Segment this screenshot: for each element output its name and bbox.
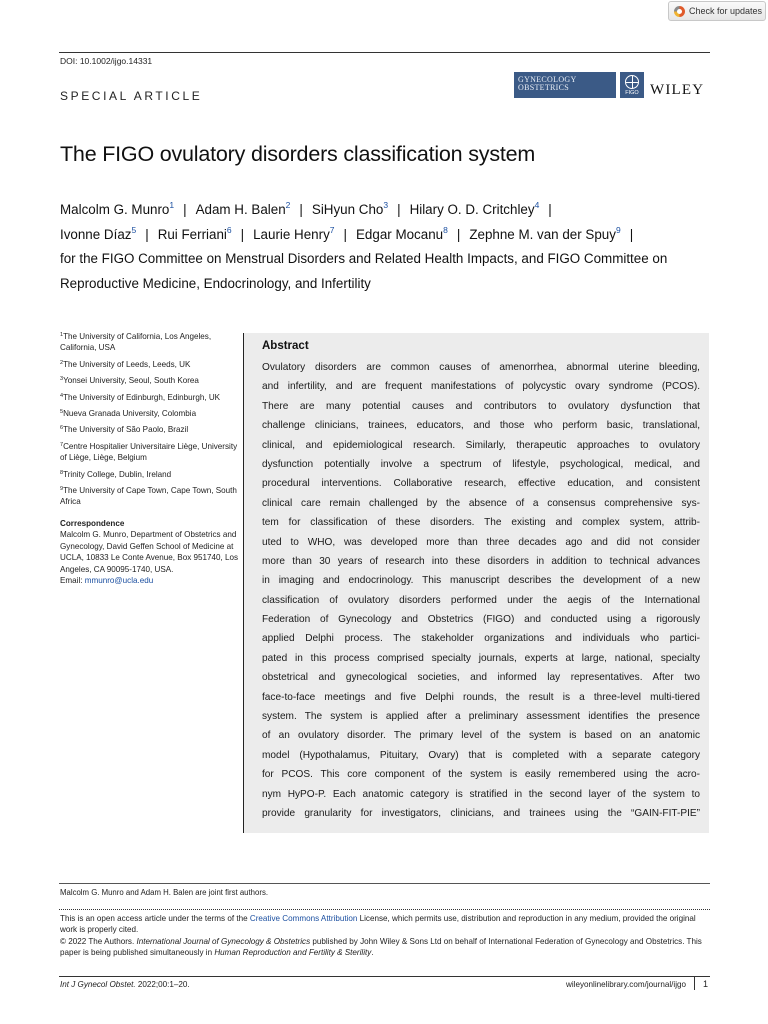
page-number: 1 (703, 979, 709, 989)
author[interactable]: Adam H. Balen$^2$ (195, 200, 291, 217)
abstract-line: face-to-face meetings and five Delphi rounds, the result is a three-level multi-tiered (262, 691, 700, 703)
check-for-updates-label: Check for updates (689, 6, 763, 16)
license-divider (59, 909, 710, 910)
correspondence-heading: Correspondence (60, 518, 125, 528)
journal-website-link[interactable]: wileyonlinelibrary.com/journal/ijgo (566, 980, 686, 989)
affiliation: $^6$The University of São Paolo, Brazil (60, 425, 189, 435)
doi-text[interactable]: DOI: 10.1002/ijgo.14331 (60, 56, 153, 66)
abstract-line: There are many potential causes and contributors to ovulatory dysfunction that (262, 400, 700, 412)
abstract-line: for PCOS. This core component of the system is easily remembered using the acro- (262, 769, 700, 781)
abstract-line: dysfunction potentially involve a spectrum of lifestyle, psychological, medical, and (262, 458, 700, 470)
figo-logo (620, 72, 644, 98)
figo-logo-text: FIGO (625, 89, 639, 96)
author[interactable]: Laurie Henry$^7$ (253, 224, 335, 242)
abstract-line: tem for classification of these disorders. The existing and complex system, attrib- (262, 517, 700, 529)
author[interactable]: SiHyun Cho$^3$ (311, 200, 389, 217)
abstract-line: provide granularity for investigators, clinicians, and trainees using the “GAIN-FIT-PIE” (262, 807, 700, 819)
abstract-line: model (Hypothalamus, Pituitary, Ovary) that is completed with a separate category (262, 749, 700, 761)
abstract-line: classification of ovulatory disorders performed under the aegis of the International (262, 594, 700, 606)
author[interactable]: Zephne M. van der Spuy$^9$ (469, 224, 621, 242)
license-text: This is an open access article under the terms of the Creative Commons Attribution License, which permits use, distribution and reproduction in any medium, provided the original work is properly cited. (60, 914, 696, 935)
correspondence-address: Malcolm G. Munro, Department of Obstetrics and Gynecology, David Geffen School of Medicine at UCLA, 10833 Le Conte Avenue, Box 951740, Los Angeles, CA 90095-1740, USA. (60, 530, 239, 574)
abstract-line: nym HyPO-P. Each anatomic category is stratified in the second layer of the system to (262, 788, 700, 800)
footnote-rule (59, 883, 710, 884)
affiliation: $^1$The University of California, Los Angeles, California, USA (60, 332, 212, 353)
abstract-line: challenge clinicians, trainees, educators, and those who perform basic, translational, (262, 420, 700, 432)
abstract-line: obstetrical and gynecological societies, and informed lay representatives. After two (262, 672, 700, 684)
crossmark-icon (674, 6, 685, 17)
page-number-divider (694, 976, 695, 990)
on-behalf-text: for the FIGO Committee on Menstrual Disorders and Related Health Impacts, and FIGO Committee on Reproductive Medicine, Endocrinology, and Infertility (60, 251, 668, 291)
abstract-line: clinical care remain challenged by the absence of a consensus comprehensive sys- (262, 497, 700, 509)
author[interactable]: Ivonne Díaz$^5$ (60, 224, 137, 242)
author-note: Malcolm G. Munro and Adam H. Balen are joint first authors. (60, 888, 269, 897)
affiliations-column (60, 331, 240, 586)
license-block (60, 913, 710, 959)
cc-license-link[interactable]: Creative Commons Attribution (249, 914, 358, 923)
affiliation: $^2$The University of Leeds, Leeds, UK (60, 359, 191, 369)
author-list: Malcolm G. Munro$^1$ | Adam H. Balen$^2$ | SiHyun Cho$^3$ | Hilary O. D. Critchley$^4$ | Ivonne Díaz$^5$ | Rui Ferriani$^6$ | Laurie Henry$^7$ | Edgar Mocanu$^8$ | Zephne M. van der Spuy$^9$ | for the FIGO Committee on Menstrual Disorders and Related Health Impacts, and FIGO Committee on Reproductive Medicine, Endocrinology, and Infertility (60, 198, 720, 296)
affiliation: $^5$Nueva Granada University, Colombia (60, 409, 197, 419)
publisher-logo: WILEY (650, 82, 705, 98)
abstract-rule (243, 333, 244, 833)
affiliation: $^4$The University of Edinburgh, Edinburgh, UK (60, 392, 221, 402)
check-for-updates-button[interactable] (668, 1, 766, 21)
header-rule (59, 52, 710, 53)
abstract-line: applied Delphi process. The stakeholder organizations and individuals who partici- (262, 633, 700, 645)
abstract-line: more than 30 years of research into these disorders in addition to technical advances (262, 555, 700, 567)
abstract-line: uted to WHO, was developed more than three decades ago and did not consider (262, 536, 700, 548)
journal-logo-line2: OBSTETRICS (518, 83, 570, 92)
abstract-line: clinical, and epidemiological research. Similarly, therapeutic approaches to ovulatory (262, 439, 700, 451)
abstract-line: Ovulatory disorders are common causes of amenorrhea, abnormal uterine bleeding, (262, 362, 700, 373)
globe-icon (625, 75, 639, 89)
abstract-line: of an ovulatory disorder. The primary level of the system is based on an anatomic (262, 730, 700, 742)
abstract-line: pated in this process comprised specialty journals, experts at large, national, specialty (262, 652, 700, 664)
author[interactable]: Edgar Mocanu$^8$ (356, 224, 448, 242)
author[interactable]: Malcolm G. Munro$^1$ (60, 200, 175, 217)
abstract-body (262, 358, 700, 823)
email-link[interactable]: mmunro@ucla.edu (84, 575, 154, 585)
article-type-label: SPECIAL ARTICLE (60, 89, 203, 103)
affiliation: $^3$Yonsei University, Seoul, South Korea (60, 376, 199, 386)
affiliation: $^8$Trinity College, Dublin, Ireland (60, 469, 172, 479)
citation: Int J Gynecol Obstet. 2022;00:1–20. (60, 980, 190, 989)
correspondence-email-line (60, 575, 240, 586)
journal-logo (514, 72, 616, 98)
journal-logo-line1: GYNECOLOGY (518, 75, 577, 84)
abstract-heading: Abstract (262, 340, 309, 352)
footer-rule (59, 976, 710, 977)
copyright-text: © 2022 The Authors. International Journal of Gynecology & Obstetrics published by John Wiley & Sons Ltd on behalf of International Federation of Gynecology and Obstetrics. This paper is being published simultaneously in Human Reproduction and Fertility & Sterility. (60, 936, 702, 958)
article-title: The FIGO ovulatory disorders classification system (60, 142, 536, 166)
abstract-line: in imaging and endocrinology. This manuscript describes the development of a new (262, 575, 700, 587)
abstract-line: procedural interventions. Collaborative research, effective education, and consistent (262, 478, 700, 490)
affiliation: $^9$The University of Cape Town, Cape Town, South Africa (60, 486, 237, 507)
abstract-line: system. The system is applied after a preliminary assessment identifies the presence (262, 711, 700, 723)
author[interactable]: Hilary O. D. Critchley$^4$ (409, 200, 540, 217)
email-label: Email: (60, 575, 85, 585)
abstract-line: Federation of Gynecology and Obstetrics (FIGO) and conducted using a rigorously (262, 614, 700, 626)
affiliation: $^7$Centre Hospitalier Universitaire Liège, University of Liège, Liège, Belgium (60, 441, 238, 463)
abstract-line: and infertility, and are frequent manifestations of polycystic ovary syndrome (PCOS). (262, 381, 700, 393)
author[interactable]: Rui Ferriani$^6$ (157, 224, 232, 242)
